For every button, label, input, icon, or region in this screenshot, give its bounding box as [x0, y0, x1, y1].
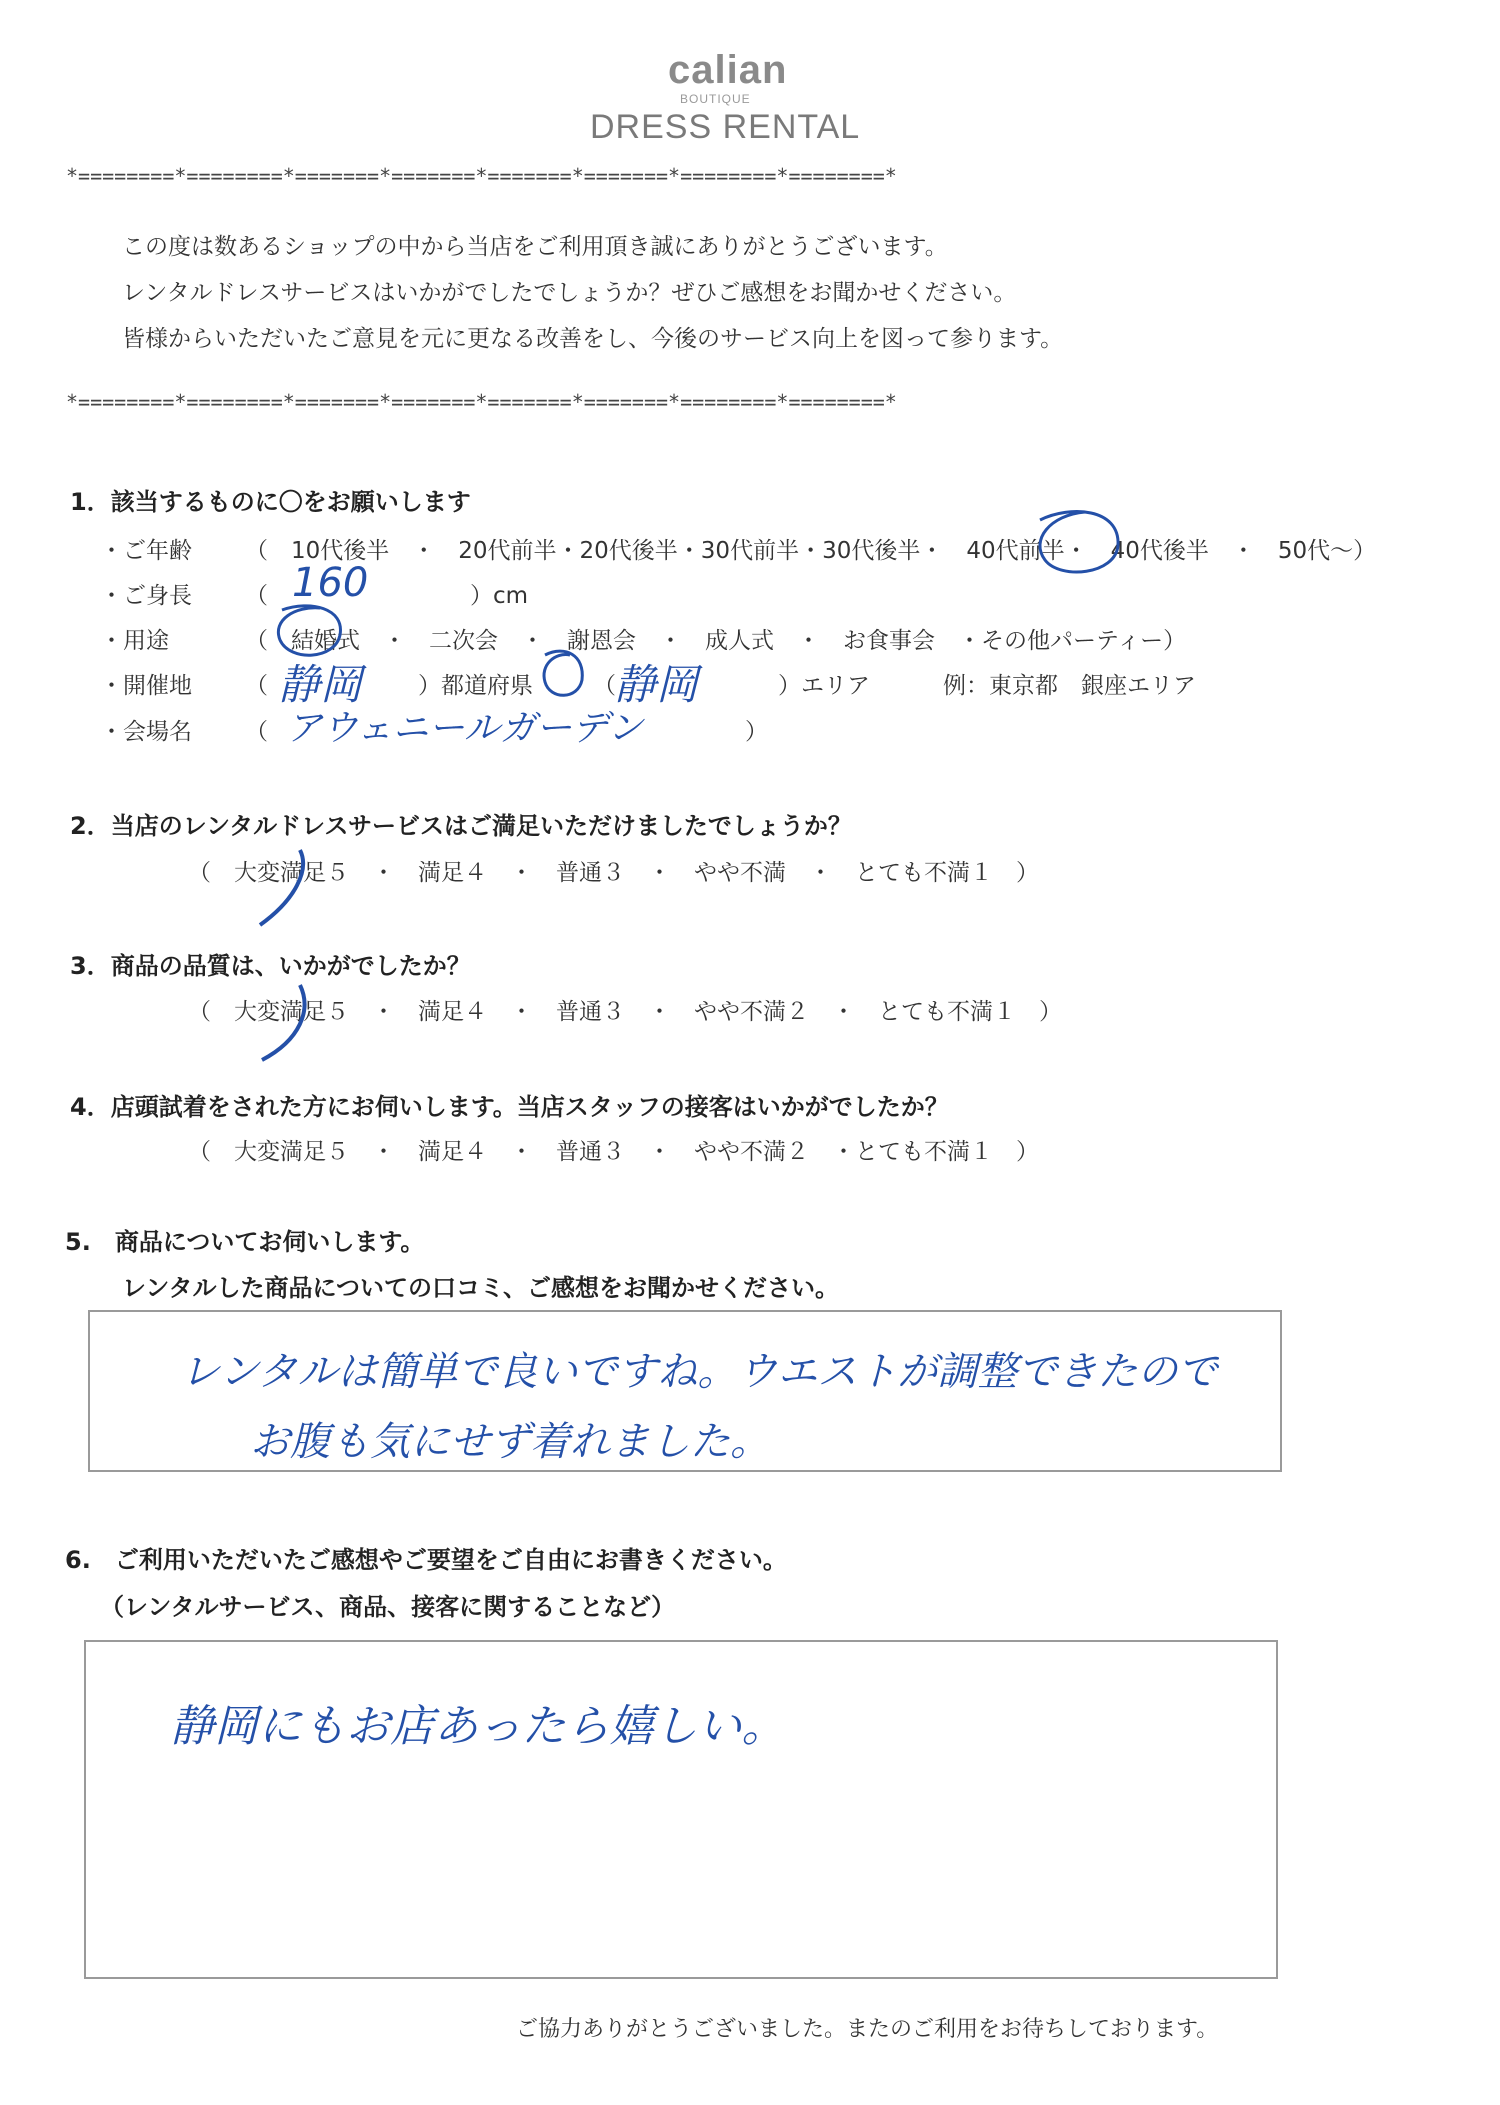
- q5-answer-line-1: レンタルは簡単で良いですね。ウエストが調整できたので: [180, 1349, 1218, 1395]
- area-open-paren: （: [593, 673, 616, 699]
- pref-value: 静岡: [278, 660, 363, 709]
- pref-suffix: ）都道府県: [418, 673, 533, 699]
- circle-mark-age: [1040, 512, 1118, 572]
- q6-subtitle: （レンタルサービス、商品、接客に関することなど）: [100, 1593, 676, 1621]
- q6-answer: 静岡にもお店あったら嬉しい。: [170, 1701, 786, 1752]
- separator-bottom: *========*========*=======*=======*=======*=======*========*========*: [66, 390, 897, 414]
- intro-line-3: 皆様からいただいたご意見を元に更なる改善をし、今後のサービス向上を図って参ります。: [122, 326, 1064, 352]
- venue-name-close-paren: ）: [745, 719, 768, 745]
- q2-options: （ 大変満足５ ・ 満足４ ・ 普通３ ・ やや不満 ・ とても不満１ ）: [188, 860, 1039, 886]
- area-value: 静岡: [614, 660, 699, 709]
- footer-thanks: ご協力ありがとうございました。またのご利用をお待ちしております。: [516, 2017, 1219, 2042]
- height-value: 160: [292, 560, 369, 606]
- purpose-options: （ 結婚式 ・ 二次会 ・ 謝恩会 ・ 成人式 ・ お食事会 ・その他パーティー）: [245, 628, 1187, 654]
- q4-title: 4．店頭試着をされた方にお伺いします。当店スタッフの接客はいかがでしたか？: [70, 1093, 949, 1121]
- q3-options: （ 大変満足５ ・ 満足４ ・ 普通３ ・ やや不満２ ・ とても不満１ ）: [188, 999, 1062, 1025]
- pref-open-paren: （: [245, 673, 268, 699]
- q5-subtitle: レンタルした商品についての口コミ、ご感想をお聞かせください。: [122, 1274, 839, 1302]
- height-unit: ）cm: [470, 583, 529, 609]
- q3-title: 3．商品の品質は、いかがでしたか？: [70, 952, 471, 980]
- brand-logo: calian: [668, 48, 788, 92]
- brand-logo-sub: BOUTIQUE: [680, 92, 751, 106]
- age-options: （ 10代後半 ・ 20代前半・20代後半・30代前半・30代後半・ 40代前半・ 40代後半 ・ 50代～）: [245, 538, 1377, 564]
- service-title: DRESS RENTAL: [590, 108, 861, 146]
- venue-name-value: アウェニールガーデン: [286, 708, 644, 749]
- height-label: ・ご身長: [100, 583, 192, 609]
- separator-top: *========*========*=======*=======*=======*=======*========*========*: [66, 164, 897, 188]
- circle-mark-prefecture: [544, 651, 582, 695]
- intro-line-2: レンタルドレスサービスはいかがでしたでしょうか？ぜひご感想をお聞かせください。: [122, 280, 1017, 306]
- q2-title: 2．当店のレンタルドレスサービスはご満足いただけましたでしょうか？: [70, 812, 852, 840]
- venue-place-label: ・開催地: [100, 673, 192, 699]
- intro-line-1: この度は数あるショップの中から当店をご利用頂き誠にありがとうございます。: [122, 234, 948, 260]
- q1-title: 1．該当するものに〇をお願いします: [70, 488, 471, 516]
- q5-title: 5. 商品についてお伺いします。: [65, 1228, 425, 1256]
- q6-title: 6. ご利用いただいたご感想やご要望をご自由にお書きください。: [65, 1546, 787, 1574]
- circle-mark-purpose: [278, 606, 340, 655]
- venue-example: 例：東京都 銀座エリア: [943, 673, 1196, 699]
- purpose-label: ・用途: [100, 628, 169, 654]
- q5-answer-line-2: お腹も気にせず着れました。: [250, 1419, 770, 1465]
- q4-options: （ 大変満足５ ・ 満足４ ・ 普通３ ・ やや不満２ ・とても不満１ ）: [188, 1139, 1039, 1165]
- age-label: ・ご年齢: [100, 538, 192, 564]
- area-suffix: ）エリア: [778, 673, 870, 699]
- check-mark-q2: [260, 850, 303, 925]
- check-mark-q3: [262, 985, 304, 1060]
- height-open-paren: （: [245, 583, 268, 609]
- venue-name-open-paren: （: [245, 719, 268, 745]
- venue-name-label: ・会場名: [100, 719, 192, 745]
